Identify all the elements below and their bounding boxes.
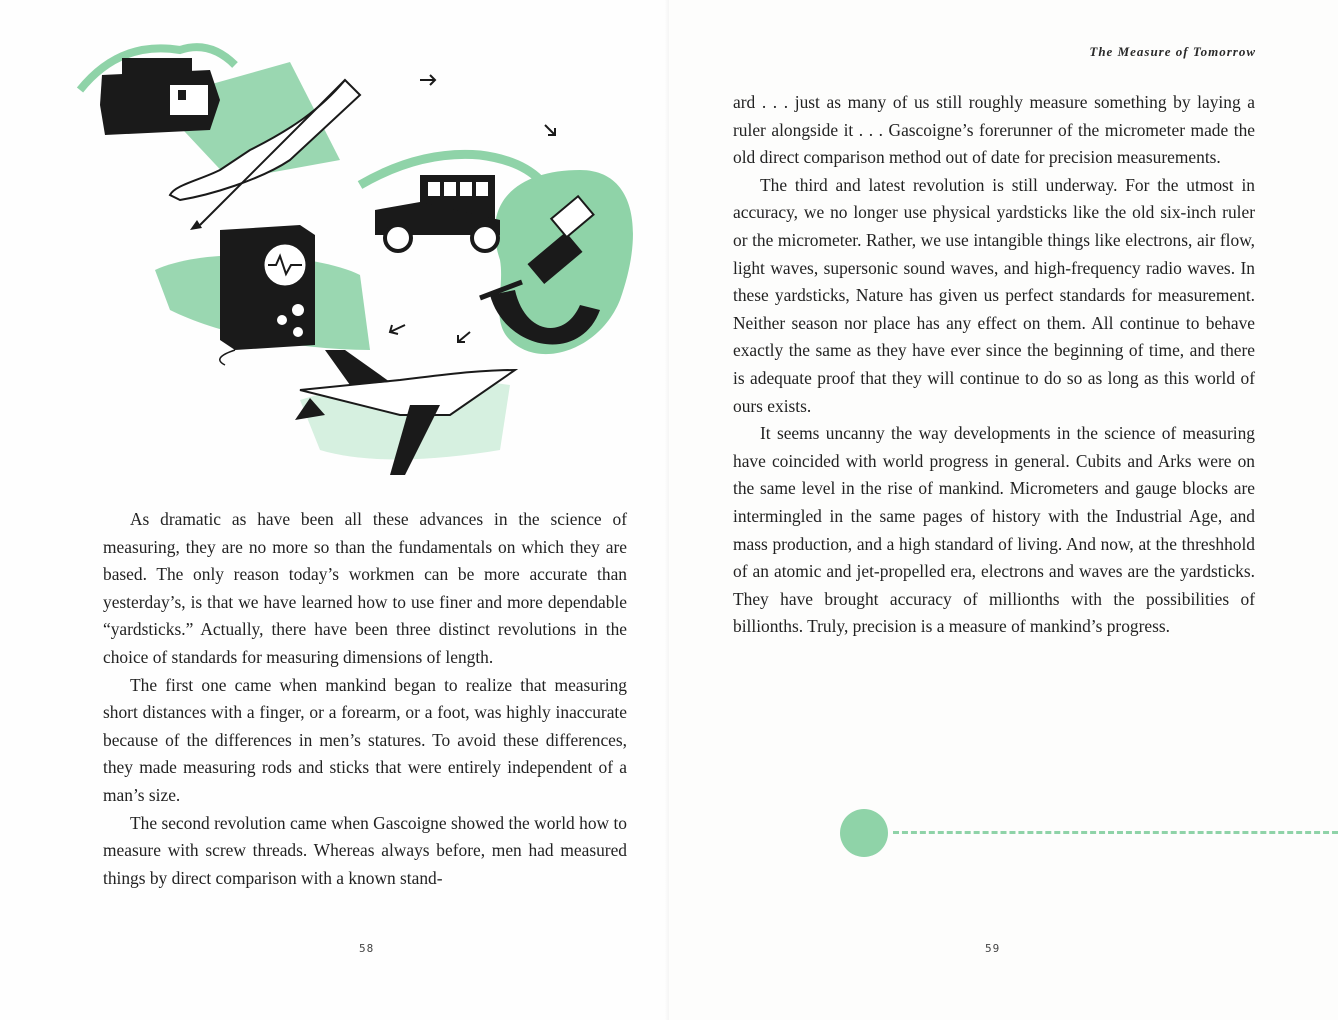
arrow-4 [458,332,470,342]
paragraph: ard . . . just as many of us still roughly measure something by laying a ruler alongside it . . . Gascoigne’s forerunner of the micrometer made the old direct comparison method out of date for precision measurements. [733,92,1255,168]
arrow-3 [390,325,405,334]
paragraph: It seems uncanny the way developments in the science of measuring have coincided with world progress in general. Cubits and Arks were on the same level in the rise of mankind. Micrometers and gauge blocks are intermingled in the same pages of history with the Industrial Age, and mass production, and a high standard of living. And now, at the threshhold of an atomic and jet-propelled era, electrons and waves are the yardsticks. They have brought accuracy of millionths with the possibilities of billionths. Truly, precision is a measure of mankind’s progress. [733,423,1255,637]
page-number-left: 58 [359,942,375,955]
running-head: The Measure of Tomorrow [1089,44,1256,59]
paragraph: The third and latest revolution is still underway. For the utmost in accuracy, we no longer use physical yardsticks like the old six-inch ruler or the micrometer. Rather, we use intangible things like electrons, air flow, light waves, supersonic sound waves, and high-frequency radio waves. In these yardsticks, Nature has given us perfect standards for measurement. Neither season nor place has any effect on them. All continue to behave exactly the same as they have ever since the beginning of time, and there is adequate proof that they will continue to do so as long as this world of ours exists. [733,174,1255,416]
paragraph: The second revolution came when Gascoigne showed the world how to measure with screw threads. Whereas always before, men had measured things by direct comparison with a known stand- [103,812,627,888]
dashed-rule-ornament [893,831,1338,834]
page-number-right: 59 [985,942,1001,955]
paragraph: As dramatic as have been all these advances in the science of measuring, they are no more so than the fundamentals on which they are based. The only reason today’s workmen can be more accurate than yesterday’s, is that we have learned how to use finer and more dependable “yardsticks.” Actually, there have been three distinct revolutions in the choice of standards for measuring dimensions of length. [103,509,627,667]
oscilloscope-drawing [220,225,315,365]
left-body-text [103,506,627,892]
paragraph: The first one came when mankind began to realize that measuring short distances with a finger, or a forearm, or a foot, was highly inaccurate because of the differences in men’s statures. To avoid these differences, they made measuring rods and sticks that were entirely independent of a man’s size. [103,674,627,805]
arrow-1 [420,75,435,85]
measurement-illustration [60,20,660,500]
right-body-text [733,89,1255,641]
car-drawing [375,175,500,251]
green-dot-ornament [840,809,888,857]
arrow-2 [545,125,555,135]
ark-drawing [100,58,220,135]
